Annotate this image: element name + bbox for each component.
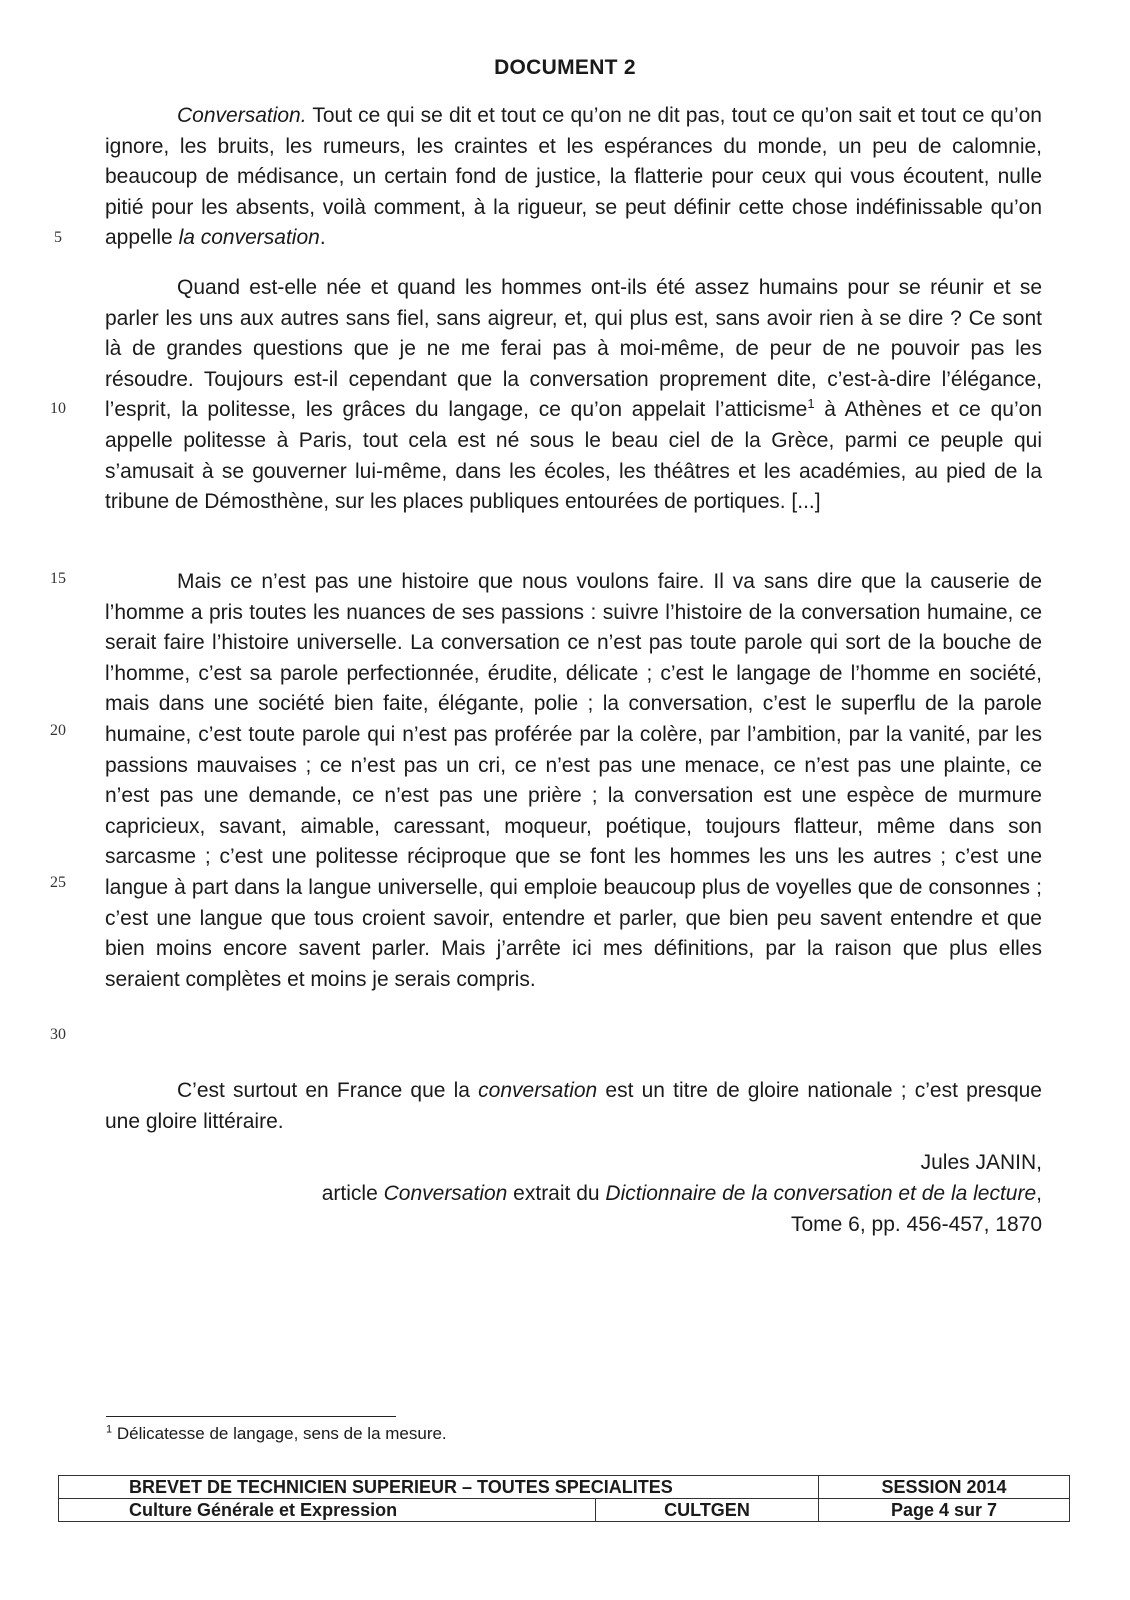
- footnote: [106, 1422, 447, 1446]
- attribution-middle: extrait du: [507, 1182, 606, 1205]
- session-label: SESSION 2014: [819, 1476, 1070, 1499]
- paragraph-4: [105, 1076, 1042, 1137]
- line-number: 5: [54, 229, 62, 246]
- footnote-number: 1: [106, 1423, 113, 1436]
- line-number: 30: [50, 1026, 66, 1043]
- line-number: 20: [50, 722, 66, 739]
- paragraph-2: [105, 273, 1042, 518]
- paragraph-text: C’est surtout en France que la: [177, 1079, 479, 1102]
- paragraph-end: .: [319, 226, 326, 250]
- document-title: DOCUMENT 2: [494, 56, 636, 79]
- paragraph-1: [105, 101, 1042, 254]
- paragraph-text: Quand est-elle née et quand les hommes ont-ils été assez humains pour se réunir et se parler les uns aux autres sans fiel, sans aigreur, et, qui plus est, sans avoir rien à se dire ? Ce sont là de grandes questions que je ne me ferai pas à moi-même, de peur de ne pouvoir pas les résoudre. Toujours est-il cependant que la conversation proprement dite, c’est-à-dire l’élégance, l’esprit, la politesse, les grâces du langage, ce qu’on appelait l’atticisme: [105, 276, 1042, 422]
- line-number: 15: [50, 570, 66, 587]
- source-title: Dictionnaire de la conversation et de la lecture: [605, 1182, 1037, 1205]
- attribution-comma: ,: [1036, 1182, 1042, 1205]
- italic-term: conversation: [478, 1079, 598, 1102]
- attribution-source: [322, 1178, 1042, 1209]
- paragraph-3: [105, 567, 1042, 995]
- exam-name: BREVET DE TECHNICIEN SUPERIEUR – TOUTES SPECIALITES: [59, 1476, 819, 1499]
- paragraph-text-cont: à Athènes et ce qu’on appelle politesse à Paris, tout cela est né sous le beau ciel de la Grèce, parmi ce peuple qui s’amusait à se gouverner lui-même, dans les écoles, les théâtres et les académies, au pied de la tribune de Démosthène, sur les places publiques entourées de portiques. [...]: [105, 398, 1043, 514]
- paragraph-text: Tout ce qui se dit et tout ce qu’on ne dit pas, tout ce qu’on sait et tout ce qu’on ignore, les bruits, les rumeurs, les craintes et les espérances du monde, un peu de calomnie, beaucoup de médisance, un certain fond de justice, la flatterie pour ceux qui vous écoutent, nulle pitié pour les absents, voilà comment, à la rigueur, se peut définir cette chose indéfinissable qu’on appelle: [105, 104, 1042, 250]
- italic-lead: Conversation.: [177, 104, 307, 127]
- footnote-marker: 1: [807, 396, 815, 412]
- exam-footer-table: [58, 1475, 1070, 1522]
- page-number: Page 4 sur 7: [819, 1499, 1070, 1522]
- paragraph-text-cont: est un titre de gloire nationale ; c’est presque une gloire littéraire.: [105, 1079, 1042, 1133]
- subject-name: Culture Générale et Expression: [59, 1499, 596, 1522]
- attribution-prefix: article: [321, 1182, 384, 1205]
- line-number: 10: [50, 400, 66, 417]
- footer-row: [59, 1476, 1070, 1499]
- footnote-text: Délicatesse de langage, sens de la mesure.: [112, 1424, 447, 1443]
- attribution-author: Jules JANIN,: [920, 1151, 1042, 1174]
- attribution-details: Tome 6, pp. 456-457, 1870: [790, 1213, 1042, 1236]
- subject-code: CULTGEN: [596, 1499, 819, 1522]
- line-number: 25: [50, 874, 66, 891]
- article-title: Conversation: [383, 1182, 508, 1205]
- italic-term: la conversation: [178, 226, 320, 250]
- footer-row: [59, 1499, 1070, 1522]
- footnote-divider: [106, 1416, 396, 1417]
- paragraph-text: Mais ce n’est pas une histoire que nous voulons faire. Il va sans dire que la causerie de l’homme a pris toutes les nuances de ses passions : suivre l’histoire de la conversation humaine, ce serait faire l’histoire universelle. La conversation ce n’est pas toute parole qui sort de la bouche de l’homme, c’est sa parole perfectionnée, érudite, délicate ; c’est le langage de l’homme en société, mais dans une société bien faite, élégante, polie ; la conversation, c’est le superflu de la parole humaine, c’est toute parole qui n’est pas proférée par la colère, par l’ambition, par la vanité, par les passions mauvaises ; ce n’est pas un cri, ce n’est pas une menace, ce n’est pas une plainte, ce n’est pas une demande, ce n’est pas une prière ; la conversation est une espèce de murmure capricieux, savant, aimable, caressant, moqueur, poétique, toujours flatteur, même dans son sarcasme ; c’est une politesse réciproque que se font les hommes les uns les autres ; c’est une langue à part dans la langue universelle, qui emploie beaucoup plus de voyelles que de consonnes ; c’est une langue que tous croient savoir, entendre et parler, que bien peu savent entendre et que bien moins encore savent parler. Mais j’arrête ici mes définitions, par la raison que plus elles seraient complètes et moins je serais compris.: [105, 570, 1042, 991]
